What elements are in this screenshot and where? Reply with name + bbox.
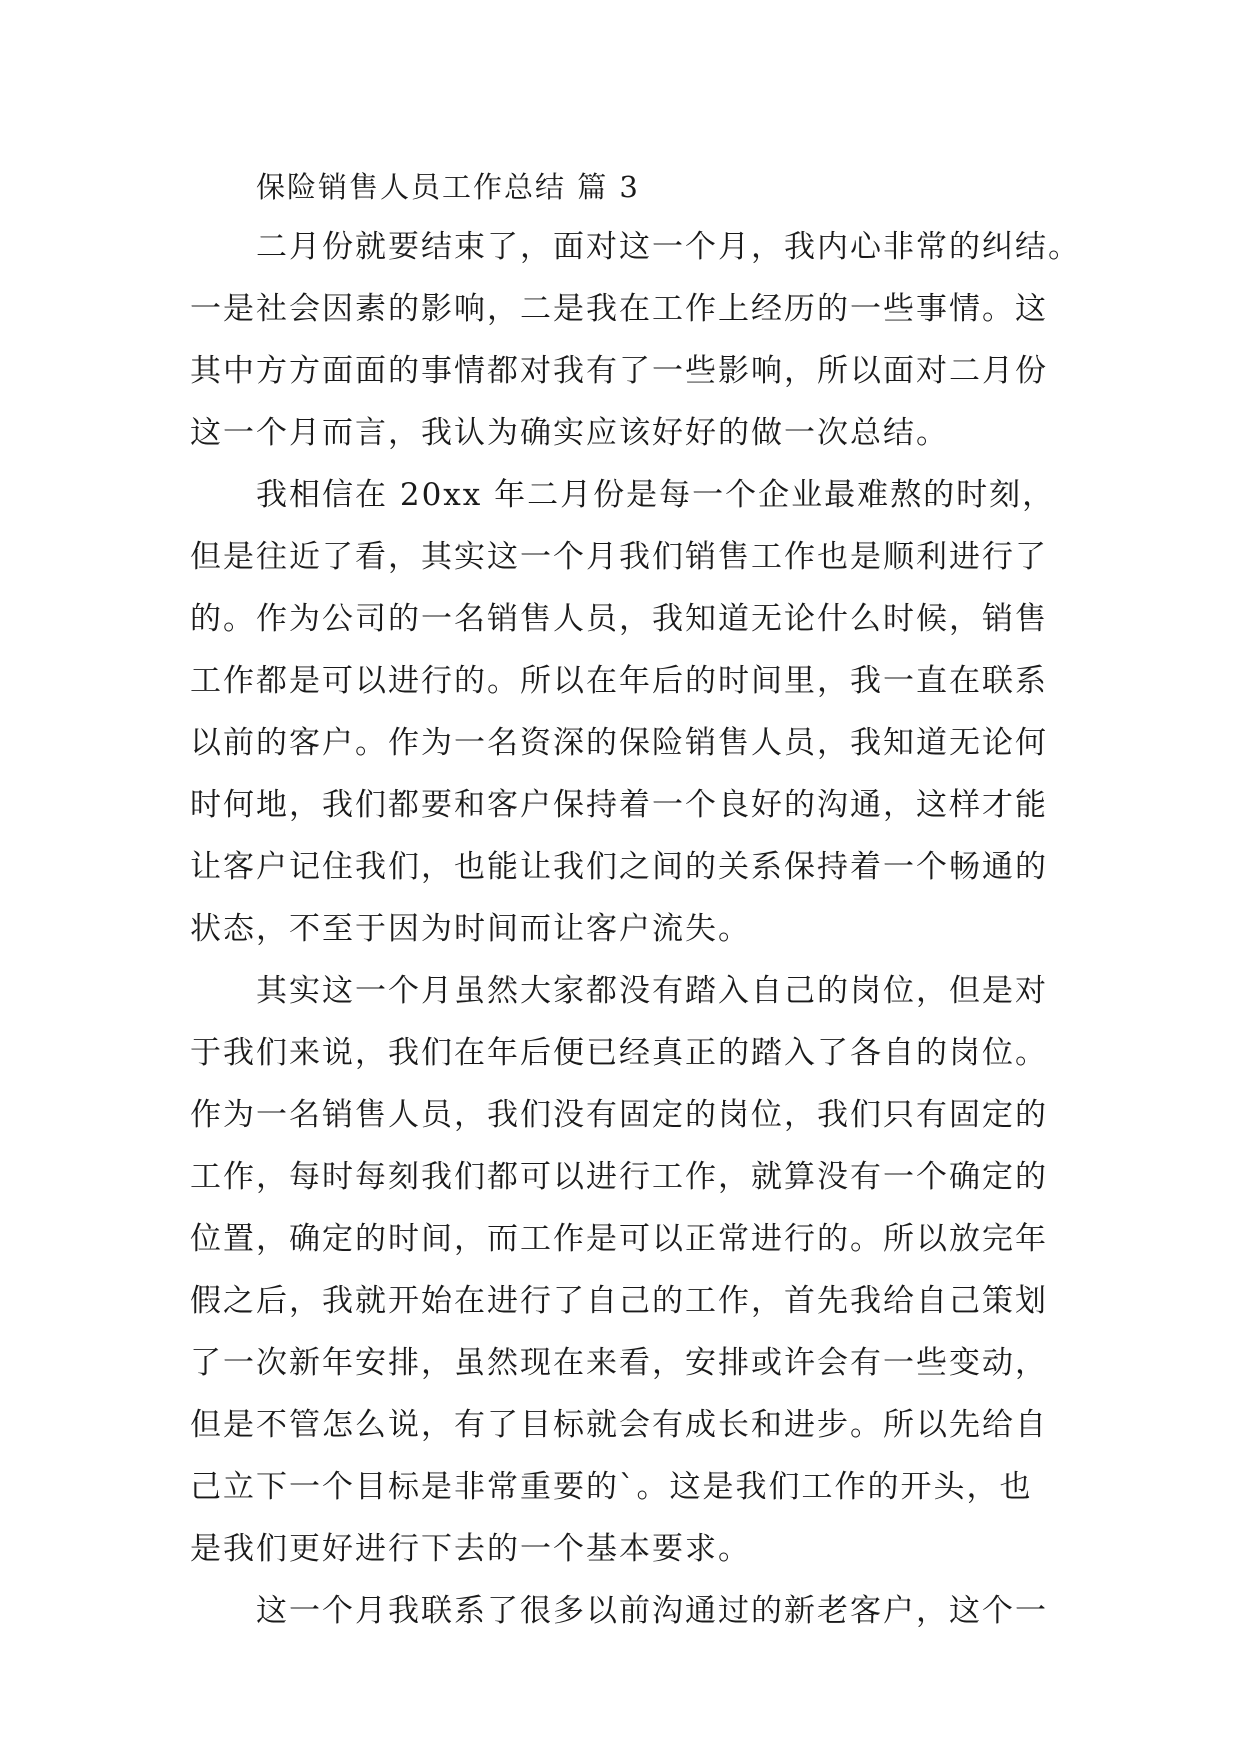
text-line: 其中方方面面的事情都对我有了一些影响，所以面对二月份 xyxy=(190,353,1048,389)
paragraph-2 xyxy=(190,464,1056,960)
text-line: 一是社会因素的影响，二是我在工作上经历的一些事情。这 xyxy=(190,291,1048,327)
text-line: 是我们更好进行下去的一个基本要求。 xyxy=(190,1531,751,1567)
text-line: 这一个月而言，我认为确实应该好好的做一次总结。 xyxy=(190,415,949,451)
text-line: 了一次新年安排，虽然现在来看，安排或许会有一些变动， xyxy=(190,1345,1048,1381)
text-line: 但是往近了看，其实这一个月我们销售工作也是顺利进行了 xyxy=(190,539,1048,575)
text-line: 但是不管怎么说，有了目标就会有成长和进步。所以先给自 xyxy=(190,1407,1048,1443)
text-line: 这一个月我联系了很多以前沟通过的新老客户，这个一 xyxy=(256,1593,1048,1629)
text-line: 的。作为公司的一名销售人员，我知道无论什么时候，销售 xyxy=(190,601,1048,637)
text-line: 其实这一个月虽然大家都没有踏入自己的岗位，但是对 xyxy=(256,973,1048,1009)
text-line: 状态，不至于因为时间而让客户流失。 xyxy=(190,911,751,947)
paragraph-3 xyxy=(190,960,1050,1580)
text-line: 工作都是可以进行的。所以在年后的时间里，我一直在联系 xyxy=(190,663,1048,699)
text-line: 假之后，我就开始在进行了自己的工作，首先我给自己策划 xyxy=(190,1283,1048,1319)
text-line: 二月份就要结束了，面对这一个月，我内心非常的纠结。 xyxy=(256,229,1081,265)
text-line: 时何地，我们都要和客户保持着一个良好的沟通，这样才能 xyxy=(190,787,1048,823)
text-line: 作为一名销售人员，我们没有固定的岗位，我们只有固定的 xyxy=(190,1097,1048,1133)
text-line: 以前的客户。作为一名资深的保险销售人员，我知道无论何 xyxy=(190,725,1048,761)
text-line: 我相信在 20xx 年二月份是每一个企业最难熬的时刻， xyxy=(256,477,1056,513)
text-line: 让客户记住我们，也能让我们之间的关系保持着一个畅通的 xyxy=(190,849,1048,885)
text-line: 于我们来说，我们在年后便已经真正的踏入了各自的岗位。 xyxy=(190,1035,1048,1071)
document-body xyxy=(190,158,1081,1642)
document-title: 保险销售人员工作总结 篇 3 xyxy=(256,170,640,204)
text-line: 工作，每时每刻我们都可以进行工作，就算没有一个确定的 xyxy=(190,1159,1048,1195)
paragraph-4 xyxy=(190,1580,1050,1642)
text-line: 位置，确定的时间，而工作是可以正常进行的。所以放完年 xyxy=(190,1221,1048,1257)
text-line: 己立下一个目标是非常重要的`。这是我们工作的开头，也 xyxy=(190,1469,1033,1505)
paragraph-1 xyxy=(190,216,1081,464)
